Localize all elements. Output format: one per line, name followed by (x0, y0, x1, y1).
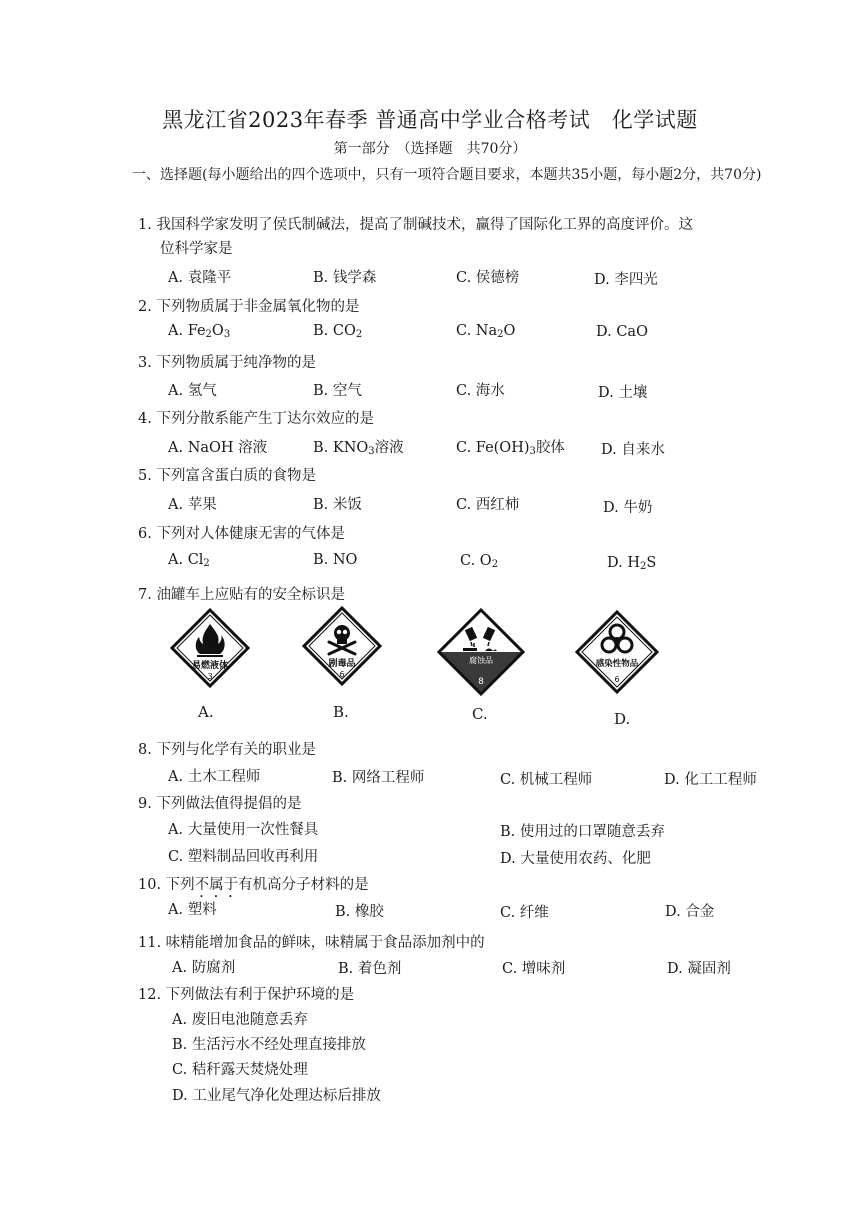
question-10-emphasis: 不属于 (194, 877, 239, 893)
question-2-option-b: B. $CO_2$ (313, 323, 363, 340)
question-1-option-a: A. 袁隆平 (168, 270, 232, 286)
sign-label-a: A. (198, 703, 214, 721)
sign-label-d: D. (614, 710, 631, 728)
question-11-option-b: B. 着色剂 (338, 961, 402, 977)
question-10-stem-post: 有机高分子材料的是 (238, 877, 369, 893)
question-10-option-c: C. 纤维 (500, 905, 549, 921)
flammable-liquid-sign (170, 608, 250, 688)
question-8-option-c: C. 机械工程师 (500, 772, 593, 788)
question-12-option-b: B. 生活污水不经处理直接排放 (172, 1037, 366, 1053)
sign-label-c: C. (472, 705, 488, 723)
question-8-option-b: B. 网络工程师 (332, 770, 425, 786)
corrosive-sign-text: 腐蚀品 (469, 656, 493, 665)
question-4-option-d: D. 自来水 (601, 442, 665, 458)
question-11-stem: 11. 味精能增加食品的鲜味，味精属于食品添加剂中的 (138, 935, 485, 951)
question-6-option-d: D. $H_2S$ (607, 555, 657, 572)
question-1-stem: 1. 我国科学家发明了侯氏制碱法，提高了制碱技术，赢得了国际化工界的高度评价。这 (138, 217, 693, 233)
question-6-option-c: C. $O_2$ (460, 553, 499, 570)
question-5-option-a: A. 苹果 (168, 497, 217, 513)
question-9-option-d: D. 大量使用农药、化肥 (500, 851, 651, 867)
question-4-option-b: B. $KNO_3$溶液 (313, 440, 404, 457)
question-1-option-d: D. 李四光 (594, 272, 658, 288)
question-3-option-a: A. 氢气 (168, 383, 217, 399)
question-7-stem: 7. 油罐车上应贴有的安全标识是 (138, 587, 345, 603)
question-2-option-a: A. $Fe_2O_3$ (168, 323, 231, 340)
question-11-option-c: C. 增味剂 (502, 961, 566, 977)
page-title: 黑龙江省2023年春季 普通高中学业合格考试 化学试题 (162, 108, 698, 132)
question-4-stem: 4. 下列分散系能产生丁达尔效应的是 (138, 411, 374, 427)
sign-label-b: B. (333, 703, 349, 721)
question-12-option-c: C. 秸秆露天焚烧处理 (172, 1062, 308, 1078)
question-10-option-d: D. 合金 (665, 904, 715, 920)
question-3-stem: 3. 下列物质属于纯净物的是 (138, 355, 316, 371)
question-9-option-a: A. 大量使用一次性餐具 (168, 822, 319, 838)
flammable-sign-number: 3 (207, 672, 213, 681)
toxic-sign-text: 剧毒品 (328, 659, 356, 669)
infectious-sign (575, 610, 659, 694)
question-8-stem: 8. 下列与化学有关的职业是 (138, 742, 316, 758)
question-5-option-b: B. 米饭 (313, 497, 362, 513)
question-11-option-d: D. 凝固剂 (667, 961, 731, 977)
question-1-stem-cont: 位科学家是 (160, 241, 233, 257)
question-6-option-a: A. $Cl_2$ (168, 552, 210, 569)
question-9-stem: 9. 下列做法值得提倡的是 (138, 796, 302, 812)
question-2-option-c: C. $Na_2O$ (456, 323, 516, 340)
question-3-option-d: D. 土壤 (598, 385, 648, 401)
infectious-sign-text: 感染性物品 (595, 659, 639, 669)
question-4-option-a: A. NaOH 溶液 (168, 440, 268, 456)
question-8-option-d: D. 化工工程师 (664, 772, 757, 788)
corrosive-sign-number: 8 (478, 677, 484, 687)
question-5-option-c: C. 西红柿 (456, 497, 520, 513)
question-3-option-c: C. 海水 (456, 383, 505, 399)
section-instructions: 一、选择题(每小题给出的四个选项中，只有一项符合题目要求，本题共35小题，每小题2分，共70分) (132, 167, 762, 183)
infectious-sign-number: 6 (614, 675, 620, 684)
question-6-stem: 6. 下列对人体健康无害的气体是 (138, 526, 345, 542)
question-12-stem: 12. 下列做法有利于保护环境的是 (138, 987, 355, 1003)
question-5-option-d: D. 牛奶 (603, 500, 653, 516)
question-4-option-c: C. $Fe(OH)_3$胶体 (456, 440, 565, 457)
question-12-option-d: D. 工业尾气净化处理达标后排放 (172, 1088, 381, 1104)
question-11-option-a: A. 防腐剂 (172, 960, 236, 976)
page-subtitle: 第一部分 （选择题 共70分） (333, 141, 527, 157)
question-3-option-b: B. 空气 (313, 383, 362, 399)
flammable-sign-text: 易燃液体 (191, 661, 229, 671)
question-12-option-a: A. 废旧电池随意丢弃 (172, 1012, 308, 1028)
question-9-option-c: C. 塑料制品回收再利用 (168, 849, 319, 865)
question-1-option-b: B. 钱学森 (313, 270, 377, 286)
question-2-option-d: D. CaO (596, 324, 648, 340)
question-10-option-b: B. 橡胶 (335, 904, 384, 920)
question-8-option-a: A. 土木工程师 (168, 769, 261, 785)
question-1-option-c: C. 侯德榜 (456, 270, 520, 286)
question-6-option-b: B. NO (313, 552, 358, 568)
toxic-sign (302, 606, 382, 686)
question-9-option-b: B. 使用过的口罩随意丢弃 (500, 824, 665, 840)
question-10-option-a: A. 塑料 (168, 902, 217, 918)
question-5-stem: 5. 下列富含蛋白质的食物是 (138, 468, 316, 484)
question-10-stem (138, 873, 369, 901)
question-10-stem-pre: 10. 下列 (138, 877, 195, 893)
corrosive-sign (437, 608, 525, 696)
toxic-sign-number: 6 (339, 670, 345, 679)
question-2-stem: 2. 下列物质属于非金属氧化物的是 (138, 299, 360, 315)
